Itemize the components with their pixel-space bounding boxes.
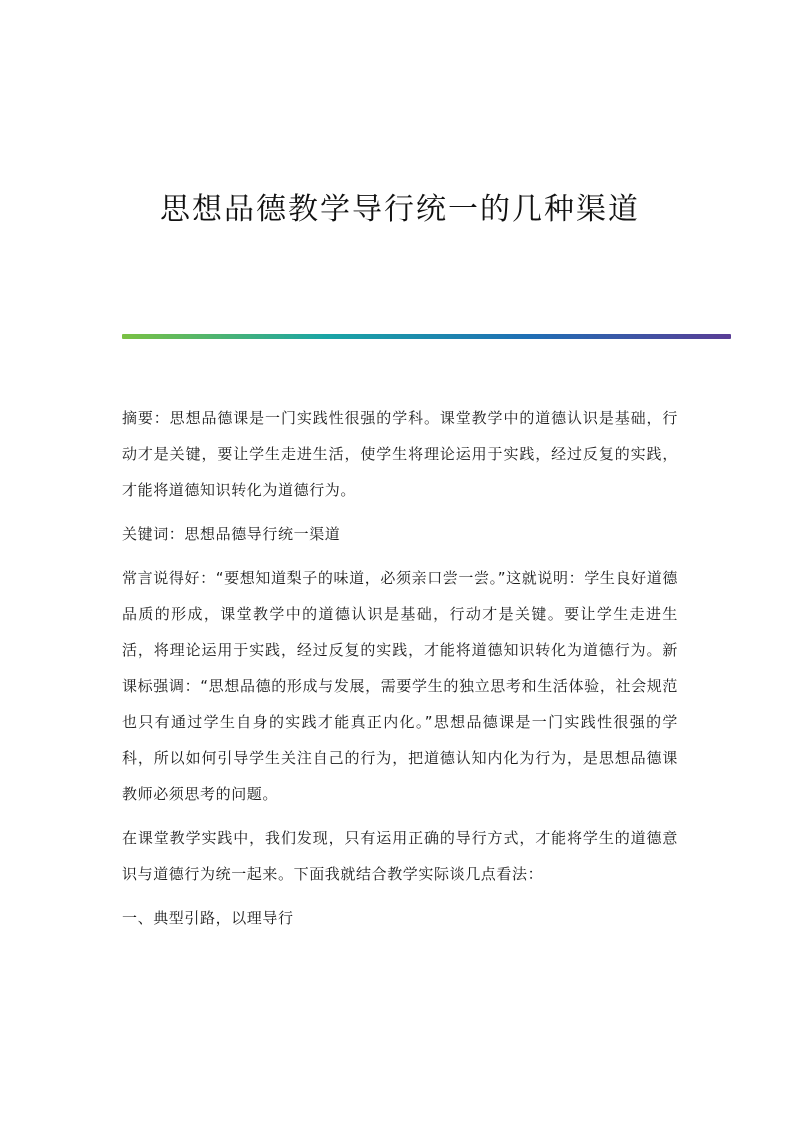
keywords-paragraph: 关键词：思想品德导行统一渠道 <box>122 525 341 543</box>
abstract-paragraph: 摘要：思想品德课是一门实践性很强的学科。课堂教学中的道德认识是基础，行动才是关键，要让学生走进生活，使学生将理论运用于实践，经过反复的实践，才能将道德知识转化为道德行为。 <box>122 409 678 499</box>
section-heading: 一、典型引路，以理导行 <box>122 909 294 927</box>
title-divider <box>122 334 731 339</box>
document-body <box>122 400 678 944</box>
body-paragraph: 在课堂教学实践中，我们发现，只有运用正确的导行方式，才能将学生的道德意识与道德行为统一起来。下面我就结合教学实际谈几点看法： <box>122 829 678 883</box>
body-paragraph: 常言说得好：“要想知道梨子的味道，必须亲口尝一尝。”这就说明：学生良好道德品质的形成，课堂教学中的道德认识是基础，行动才是关键。要让学生走进生活，将理论运用于实践，经过反复的实践，才能将道德知识转化为道德行为。新课标强调：“思想品德的形成与发展，需要学生的独立思考和生活体验，社会规范也只有通过学生自身的实践才能真正内化。”思想品德课是一门实践性很强的学科，所以如何引导学生关注自己的行为，把道德认知内化为行为，是思想品德课教师必须思考的问题。 <box>122 569 678 803</box>
document-title: 思想品德教学导行统一的几种渠道 <box>160 192 640 227</box>
